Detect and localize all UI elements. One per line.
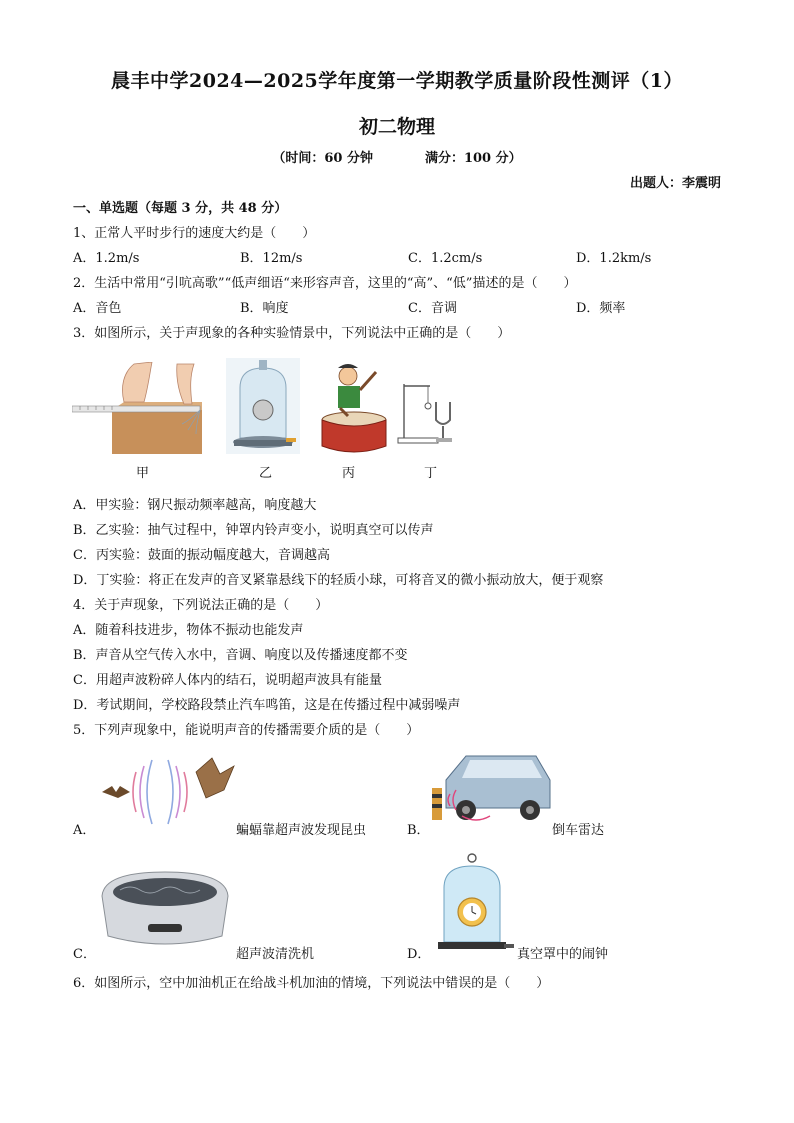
ultrasonic-cleaner-figure (96, 866, 234, 952)
question-4-option-b[interactable]: B．声音从空气传入水中，音调、响度以及传播速度都不变 (73, 648, 408, 663)
figure-label-yi: 乙 (259, 466, 273, 481)
figure-label-ding: 丁 (424, 466, 438, 481)
ruler-vibration-figure (72, 362, 202, 454)
figure-label-jia: 甲 (136, 466, 150, 481)
time-score-line (0, 147, 794, 166)
question-5-caption-a: 蝙蝠靠超声波发现昆虫 (236, 823, 367, 838)
drum-figure (318, 358, 390, 456)
question-5-option-b-letter[interactable]: B． (407, 823, 430, 838)
question-5-option-c-letter[interactable]: C． (73, 947, 96, 962)
question-1-option-d[interactable]: D．1.2km/s (576, 251, 652, 266)
question-3-option-b[interactable]: B．乙实验：抽气过程中，钟罩内铃声变小，说明真空可以传声 (73, 523, 434, 538)
question-3-option-d[interactable]: D．丁实验：将正在发声的音叉紧靠悬线下的轻质小球，可将音叉的微小振动放大，便于观察 (73, 573, 604, 588)
time-limit: （时间：60 分钟 (272, 151, 373, 166)
question-5-option-d-letter[interactable]: D． (407, 947, 431, 962)
question-5-stem: 5．下列声现象中，能说明声音的传播需要介质的是（ ） (73, 723, 420, 738)
question-6-stem: 6．如图所示，空中加油机正在给战斗机加油的情境，下列说法中错误的是（ ） (73, 976, 550, 991)
tuning-fork-figure (396, 380, 460, 446)
question-1-option-b[interactable]: B．12m/s (240, 251, 303, 266)
question-1-option-c[interactable]: C．1.2cm/s (408, 251, 483, 266)
subject-title: 初二物理 (358, 116, 435, 138)
figure-label-bing: 丙 (342, 466, 356, 481)
question-3-option-a[interactable]: A．甲实验：钢尺振动频率越高，响度越大 (73, 498, 317, 513)
question-2-stem: 2．生活中常用“引吭高歌”“低声细语“来形容声音，这里的“高”、“低”描述的是（ ） (73, 276, 577, 291)
question-3-stem: 3．如图所示，关于声现象的各种实验情景中，下列说法中正确的是（ ） (73, 326, 511, 341)
question-2-option-d[interactable]: D．频率 (576, 301, 626, 316)
question-1-option-a[interactable]: A．1.2m/s (73, 251, 140, 266)
question-5-caption-d: 真空罩中的闹钟 (517, 947, 609, 962)
bat-ultrasound-figure (98, 752, 238, 832)
section-heading: 一、单选题（每题 3 分，共 48 分） (73, 201, 288, 216)
question-5-caption-c: 超声波清洗机 (236, 947, 315, 962)
author-line: 出题人：李震明 (629, 176, 721, 191)
bell-jar-figure (226, 358, 300, 454)
question-2-option-a[interactable]: A．音色 (73, 301, 122, 316)
full-score: 满分：100 分） (424, 151, 522, 166)
question-5-option-a-letter[interactable]: A． (73, 823, 96, 838)
reversing-radar-figure (426, 750, 554, 828)
question-4-option-d[interactable]: D．考试期间，学校路段禁止汽车鸣笛，这是在传播过程中减弱噪声 (73, 698, 461, 713)
question-5-caption-b: 倒车雷达 (552, 823, 605, 838)
exam-title: 晨丰中学2024—2025学年度第一学期教学质量阶段性测评（1） (111, 70, 683, 92)
question-2-option-b[interactable]: B．响度 (240, 301, 289, 316)
question-4-option-c[interactable]: C．用超声波粉碎人体内的结石，说明超声波具有能量 (73, 673, 382, 688)
question-3-option-c[interactable]: C．丙实验：鼓面的振动幅度越大，音调越高 (73, 548, 330, 563)
question-4-option-a[interactable]: A．随着科技进步，物体不振动也能发声 (73, 623, 304, 638)
question-1-stem: 1、正常人平时步行的速度大约是（ ） (73, 226, 316, 241)
question-2-option-c[interactable]: C．音调 (408, 301, 457, 316)
vacuum-jar-clock-figure (434, 852, 516, 956)
question-4-stem: 4．关于声现象，下列说法正确的是（ ） (73, 598, 329, 613)
